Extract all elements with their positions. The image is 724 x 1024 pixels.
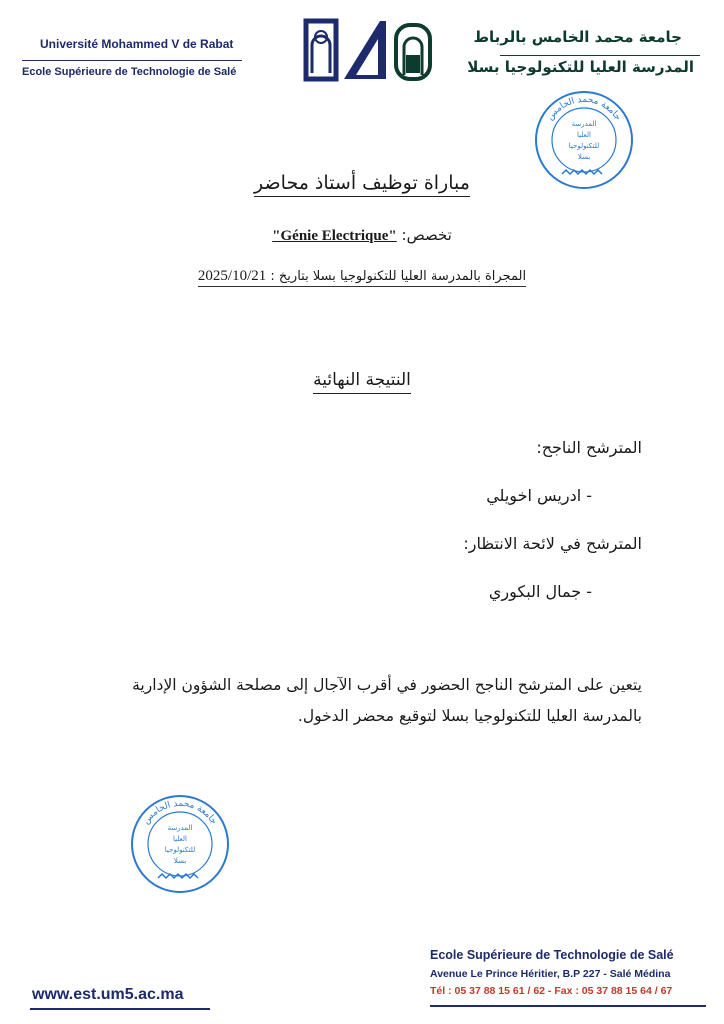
specialty-label: تخصص:: [401, 226, 452, 244]
footer-school-name: Ecole Supérieure de Technologie de Salé: [430, 948, 674, 962]
header-divider-left: [22, 60, 242, 61]
winner-label: المترشح الناجح:: [536, 438, 642, 457]
svg-text:جامعة محمد الخامس: [545, 95, 622, 122]
waitlist-label: المترشح في لائحة الانتظار:: [463, 534, 642, 553]
stamp-text-3: للتكنولوجيا: [164, 846, 196, 854]
stamp-ring-text: جامعة محمد الخامس: [545, 94, 623, 123]
stamp-text-1: المدرسة: [167, 824, 193, 832]
stamp-text-2: العليا: [172, 835, 188, 843]
document-title: مباراة توظيف أستاذ محاضر: [0, 172, 724, 194]
winner-name: - ادريس اخويلي: [486, 486, 592, 505]
stamp-text-4: بسلا: [577, 153, 591, 161]
stamp-text-1: المدرسة: [571, 120, 597, 128]
svg-text:جامعة محمد الخامس: [141, 799, 218, 826]
result-heading: النتيجة النهائية: [0, 370, 724, 390]
website-link[interactable]: www.est.um5.ac.ma: [32, 986, 184, 1003]
footer-address: Avenue Le Prince Héritier, B.P 227 - Salé Médina: [430, 968, 671, 980]
stamp-text-3: للتكنولوجيا: [568, 142, 600, 150]
stamp-text-4: بسلا: [173, 857, 187, 865]
exam-date-value: 2025/10/21: [198, 268, 266, 287]
exam-date-line: [0, 268, 724, 285]
university-name-ar: جامعة محمد الخامس بالرباط: [473, 28, 682, 46]
header-divider-right: [500, 55, 700, 56]
footer-divider-right: [430, 1005, 706, 1007]
specialty-line: [0, 226, 724, 245]
institution-logo-icon: [300, 15, 440, 85]
stamp-text-2: العليا: [576, 131, 592, 139]
school-name-fr: Ecole Supérieure de Technologie de Salé: [22, 66, 237, 78]
stamp-ring-text: جامعة محمد الخامس: [141, 798, 219, 827]
instruction-line-2: بالمدرسة العليا للتكنولوجيا بسلا لتوقيع محضر الدخول.: [297, 707, 642, 725]
exam-date-label: المجراة بالمدرسة العليا للتكنولوجيا بسلا بتاريخ :: [270, 269, 526, 287]
school-name-ar: المدرسة العليا للتكنولوجيا بسلا: [467, 58, 694, 76]
university-name-fr: Université Mohammed V de Rabat: [40, 37, 234, 51]
specialty-value: "Génie Electrique": [272, 228, 397, 244]
footer-divider-left: [30, 1008, 210, 1010]
waitlist-name: - جمال البكوري: [488, 582, 592, 601]
footer-contact: Tél : 05 37 88 15 61 / 62 - Fax : 05 37 88 15 64 / 67: [430, 985, 673, 997]
instruction-line-1: يتعين على المترشح الناجح الحضور في أقرب الآجال إلى مصلحة الشؤون الإدارية: [132, 676, 642, 694]
official-stamp-bottom: [128, 792, 232, 896]
